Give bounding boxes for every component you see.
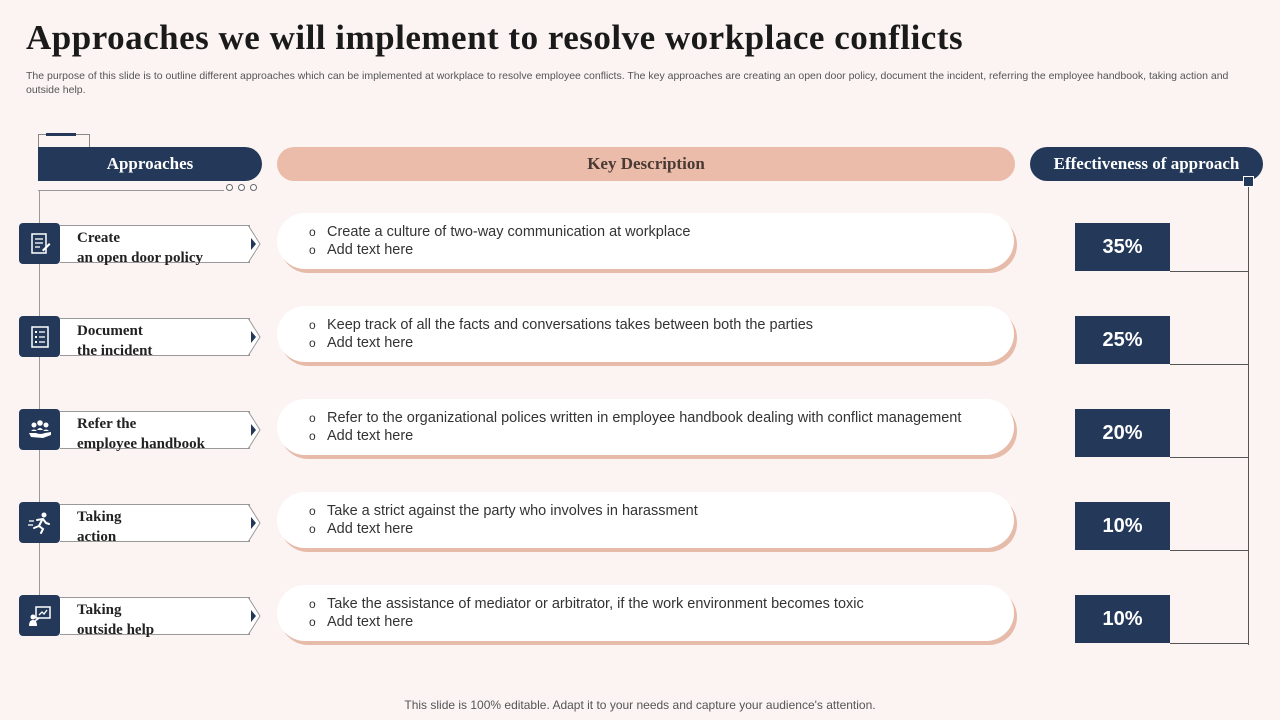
approach-arrow-icon — [247, 225, 261, 263]
approach-row — [0, 492, 1280, 562]
effectiveness-connector — [1170, 643, 1248, 644]
effectiveness-value: 10% — [1075, 595, 1170, 643]
approach-arrow-icon — [247, 411, 261, 449]
effectiveness-value: 20% — [1075, 409, 1170, 457]
effectiveness-connector — [1170, 364, 1248, 365]
description-card — [277, 492, 1014, 548]
effectiveness-header: Effectiveness of approach — [1030, 147, 1263, 181]
effectiveness-value: 35% — [1075, 223, 1170, 271]
effectiveness-value: 10% — [1075, 502, 1170, 550]
approach-arrow-icon — [247, 504, 261, 542]
effectiveness-connector — [1170, 550, 1248, 551]
description-point: o Add text here — [309, 427, 961, 445]
key-description-header: Key Description — [277, 147, 1015, 181]
approach-label: Document the incident — [77, 323, 153, 359]
approach-arrow-icon — [247, 318, 261, 356]
right-connector-cap — [1243, 176, 1254, 187]
checklist-icon — [19, 316, 60, 357]
running-person-icon — [19, 502, 60, 543]
description-point: o Add text here — [309, 241, 690, 259]
description-card — [277, 399, 1014, 455]
approach-row — [0, 213, 1280, 283]
approach-label: Taking action — [77, 509, 122, 545]
description-point: o Keep track of all the facts and conversations takes between both the parties — [309, 316, 813, 334]
description-point: o Add text here — [309, 334, 813, 352]
description-card — [277, 585, 1014, 641]
description-point: o Refer to the organizational polices written in employee handbook dealing with conflict management — [309, 409, 961, 427]
description-point: o Take a strict against the party who involves in harassment — [309, 502, 698, 520]
approach-row — [0, 306, 1280, 376]
hand-people-icon — [19, 409, 60, 450]
description-point: o Create a culture of two-way communication at workplace — [309, 223, 690, 241]
presentation-person-icon — [19, 595, 60, 636]
description-point: o Add text here — [309, 520, 698, 538]
header-dots-decoration — [226, 184, 257, 191]
approaches-header: Approaches — [38, 147, 262, 181]
approach-label: Refer the employee handbook — [77, 416, 205, 452]
approach-arrow-icon — [247, 597, 261, 635]
approach-row — [0, 399, 1280, 469]
header-tab-decoration — [46, 133, 76, 136]
policy-document-icon — [19, 223, 60, 264]
footer-note: This slide is 100% editable. Adapt it to your needs and capture your audience's attention. — [404, 698, 876, 712]
approach-label: Taking outside help — [77, 602, 155, 638]
effectiveness-value: 25% — [1075, 316, 1170, 364]
description-card — [277, 213, 1014, 269]
page-subtitle: The purpose of this slide is to outline different approaches which can be implemented at workplace to resolve employee conflicts. The key approaches are creating an open door policy, document the incident, referring the employee handbook, taking action and outside help. — [26, 70, 1229, 96]
description-card — [277, 306, 1014, 362]
header-underline-decoration — [38, 190, 224, 191]
approach-row — [0, 585, 1280, 655]
effectiveness-connector — [1170, 271, 1248, 272]
approach-label: Create an open door policy — [77, 230, 203, 266]
description-point: o Add text here — [309, 613, 864, 631]
effectiveness-connector — [1170, 457, 1248, 458]
page-title: Approaches we will implement to resolve workplace conflicts — [26, 18, 964, 57]
description-point: o Take the assistance of mediator or arbitrator, if the work environment becomes toxic — [309, 595, 864, 613]
